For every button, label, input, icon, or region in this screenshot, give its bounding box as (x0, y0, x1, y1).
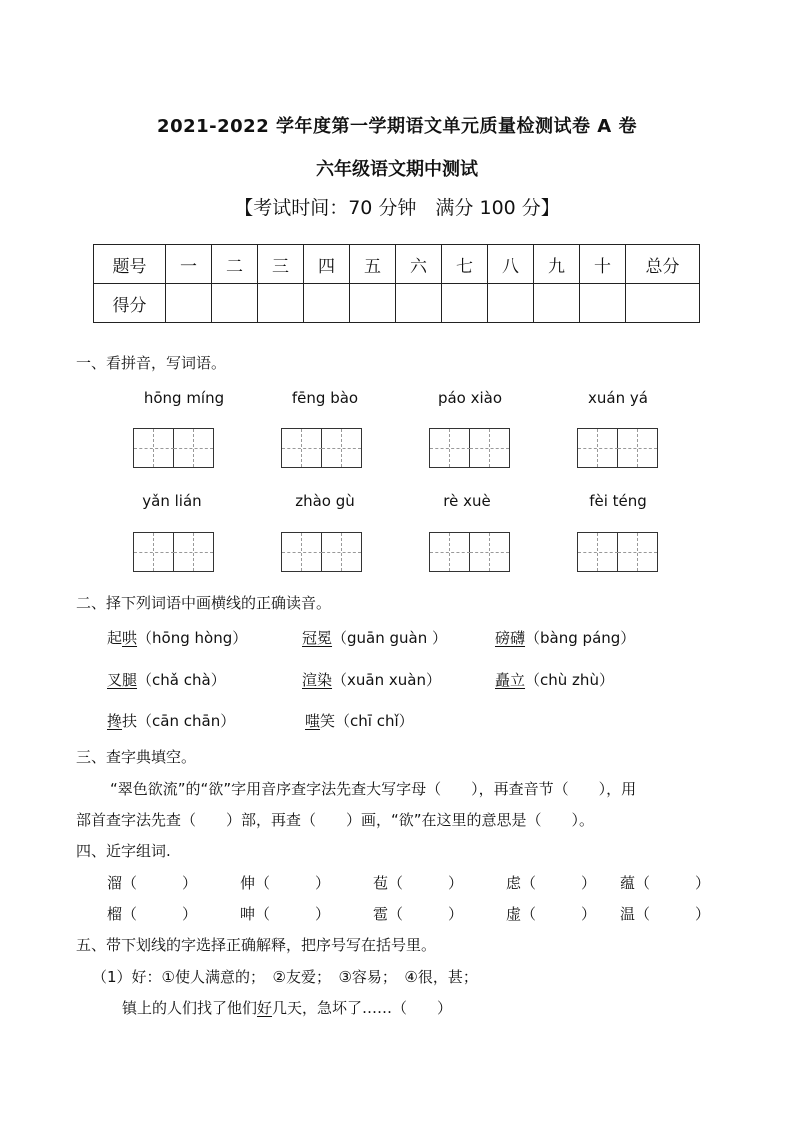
underlined-char: 染 (317, 671, 333, 689)
reading-item (495, 669, 614, 690)
underlined-char: 冕 (317, 629, 333, 647)
underlined-char: 嗤 (305, 712, 321, 730)
pinyin-label: yǎn lián (142, 492, 202, 510)
exam-title: 2021-2022 学年度第一学期语文单元质量检测试卷 A 卷 (157, 116, 637, 137)
reading-item (107, 710, 235, 731)
word-blank[interactable]: 苞（ ） (373, 874, 464, 892)
writing-grid[interactable] (577, 532, 658, 572)
item-text: 起 (107, 629, 123, 647)
writing-grid[interactable] (429, 532, 510, 572)
table-cell: 总分 (626, 245, 700, 284)
score-table (93, 244, 700, 323)
reading-item (302, 669, 441, 690)
item-text: 笑 (320, 712, 336, 730)
q1-text: 镇上的人们找了他们 (122, 999, 258, 1017)
item-text: 扶 (122, 712, 138, 730)
pinyin-label: xuán yá (588, 389, 648, 407)
word-blank[interactable]: 蕴（ ） (620, 874, 711, 892)
item-text: 渲 (302, 671, 318, 689)
pinyin-label: rè xuè (443, 492, 491, 510)
table-cell: 一 (166, 245, 212, 284)
word-blank[interactable]: 溜（ ） (107, 874, 198, 892)
pinyin-label: fēng bào (291, 389, 359, 407)
writing-grid[interactable] (133, 532, 214, 572)
reading-item (495, 627, 635, 648)
item-text: 立 (510, 671, 526, 689)
item-text: 冠 (302, 629, 318, 647)
section3-heading: 三、查字典填空。 (76, 748, 197, 766)
word-blank[interactable]: 雹（ ） (373, 905, 464, 923)
score-input-cell[interactable] (258, 284, 304, 323)
writing-grid[interactable] (281, 532, 362, 572)
underlined-char: 好 (257, 999, 273, 1017)
section3-line: 部首查字法先查（ ）部，再查（ ）画，“欲”在这里的意思是（ ）。 (76, 811, 595, 829)
score-input-cell[interactable] (166, 284, 212, 323)
table-cell: 五 (350, 245, 396, 284)
word-blank[interactable]: 榴（ ） (107, 905, 198, 923)
item-text: 腿 (122, 671, 138, 689)
table-cell: 七 (442, 245, 488, 284)
table-row (94, 284, 700, 323)
reading-item (107, 669, 226, 690)
pinyin-label: páo xiào (437, 389, 503, 407)
pinyin-choices[interactable]: （chù zhù） (525, 671, 614, 689)
underlined-char: 矗 (495, 671, 511, 689)
exam-subtitle: 六年级语文期中测试 (316, 159, 478, 180)
table-row (94, 245, 700, 284)
pinyin-choices[interactable]: （chī chǐ） (335, 712, 414, 730)
table-cell: 二 (212, 245, 258, 284)
table-cell: 题号 (94, 245, 166, 284)
table-cell: 四 (304, 245, 350, 284)
reading-item (107, 627, 247, 648)
q1-options: （1）好：①使人满意的； ②友爱； ③容易； ④很，甚； (92, 968, 478, 986)
underlined-char: 哄 (122, 629, 138, 647)
table-cell: 八 (488, 245, 534, 284)
word-blank[interactable]: 虚（ ） (506, 905, 597, 923)
reading-item (305, 710, 414, 731)
word-blank[interactable]: 呻（ ） (240, 905, 331, 923)
reading-item (302, 627, 447, 648)
pinyin-choices[interactable]: （guān guàn ） (332, 629, 448, 647)
pinyin-choices[interactable]: （cān chān） (137, 712, 236, 730)
word-blank[interactable]: 伸（ ） (240, 874, 331, 892)
pinyin-label: hōng míng (143, 389, 225, 407)
table-cell: 十 (580, 245, 626, 284)
writing-grid[interactable] (281, 428, 362, 468)
underlined-char: 磅 (495, 629, 511, 647)
writing-grid[interactable] (429, 428, 510, 468)
score-input-cell[interactable] (534, 284, 580, 323)
score-input-cell[interactable] (442, 284, 488, 323)
table-cell: 六 (396, 245, 442, 284)
score-input-cell[interactable] (304, 284, 350, 323)
word-blank[interactable]: 虑（ ） (506, 874, 597, 892)
section4-heading: 四、近字组词. (76, 842, 171, 860)
exam-info: 【考试时间：70 分钟 满分 100 分】 (234, 197, 560, 219)
answer-blank[interactable]: 几天，急坏了……（ ） (272, 999, 453, 1017)
score-input-cell[interactable] (212, 284, 258, 323)
table-cell: 得分 (94, 284, 166, 323)
section2-heading: 二、择下列词语中画横线的正确读音。 (76, 594, 332, 612)
pinyin-choices[interactable]: （xuān xuàn） (332, 671, 441, 689)
pinyin-choices[interactable]: （hōng hòng） (137, 629, 248, 647)
pinyin-label: fèi téng (589, 492, 647, 510)
table-cell: 九 (534, 245, 580, 284)
pinyin-choices[interactable]: （bàng páng） (525, 629, 636, 647)
writing-grid[interactable] (577, 428, 658, 468)
section3-line: “翠色欲流”的“欲”字用音序查字法先查大写字母（ ），再查音节（ ），用 (110, 780, 637, 798)
score-input-cell[interactable] (350, 284, 396, 323)
section1-heading: 一、看拼音，写词语。 (76, 354, 227, 372)
writing-grid[interactable] (133, 428, 214, 468)
underlined-char: 搀 (107, 712, 123, 730)
underlined-char: 叉 (107, 671, 123, 689)
q1-sentence (122, 997, 452, 1018)
score-input-cell[interactable] (626, 284, 700, 323)
pinyin-choices[interactable]: （chǎ chà） (137, 671, 226, 689)
item-text: 礴 (510, 629, 526, 647)
table-cell: 三 (258, 245, 304, 284)
word-blank[interactable]: 温（ ） (620, 905, 711, 923)
section5-heading: 五、带下划线的字选择正确解释，把序号写在括号里。 (76, 936, 437, 954)
score-input-cell[interactable] (488, 284, 534, 323)
score-input-cell[interactable] (580, 284, 626, 323)
pinyin-label: zhào gù (295, 492, 355, 510)
score-input-cell[interactable] (396, 284, 442, 323)
